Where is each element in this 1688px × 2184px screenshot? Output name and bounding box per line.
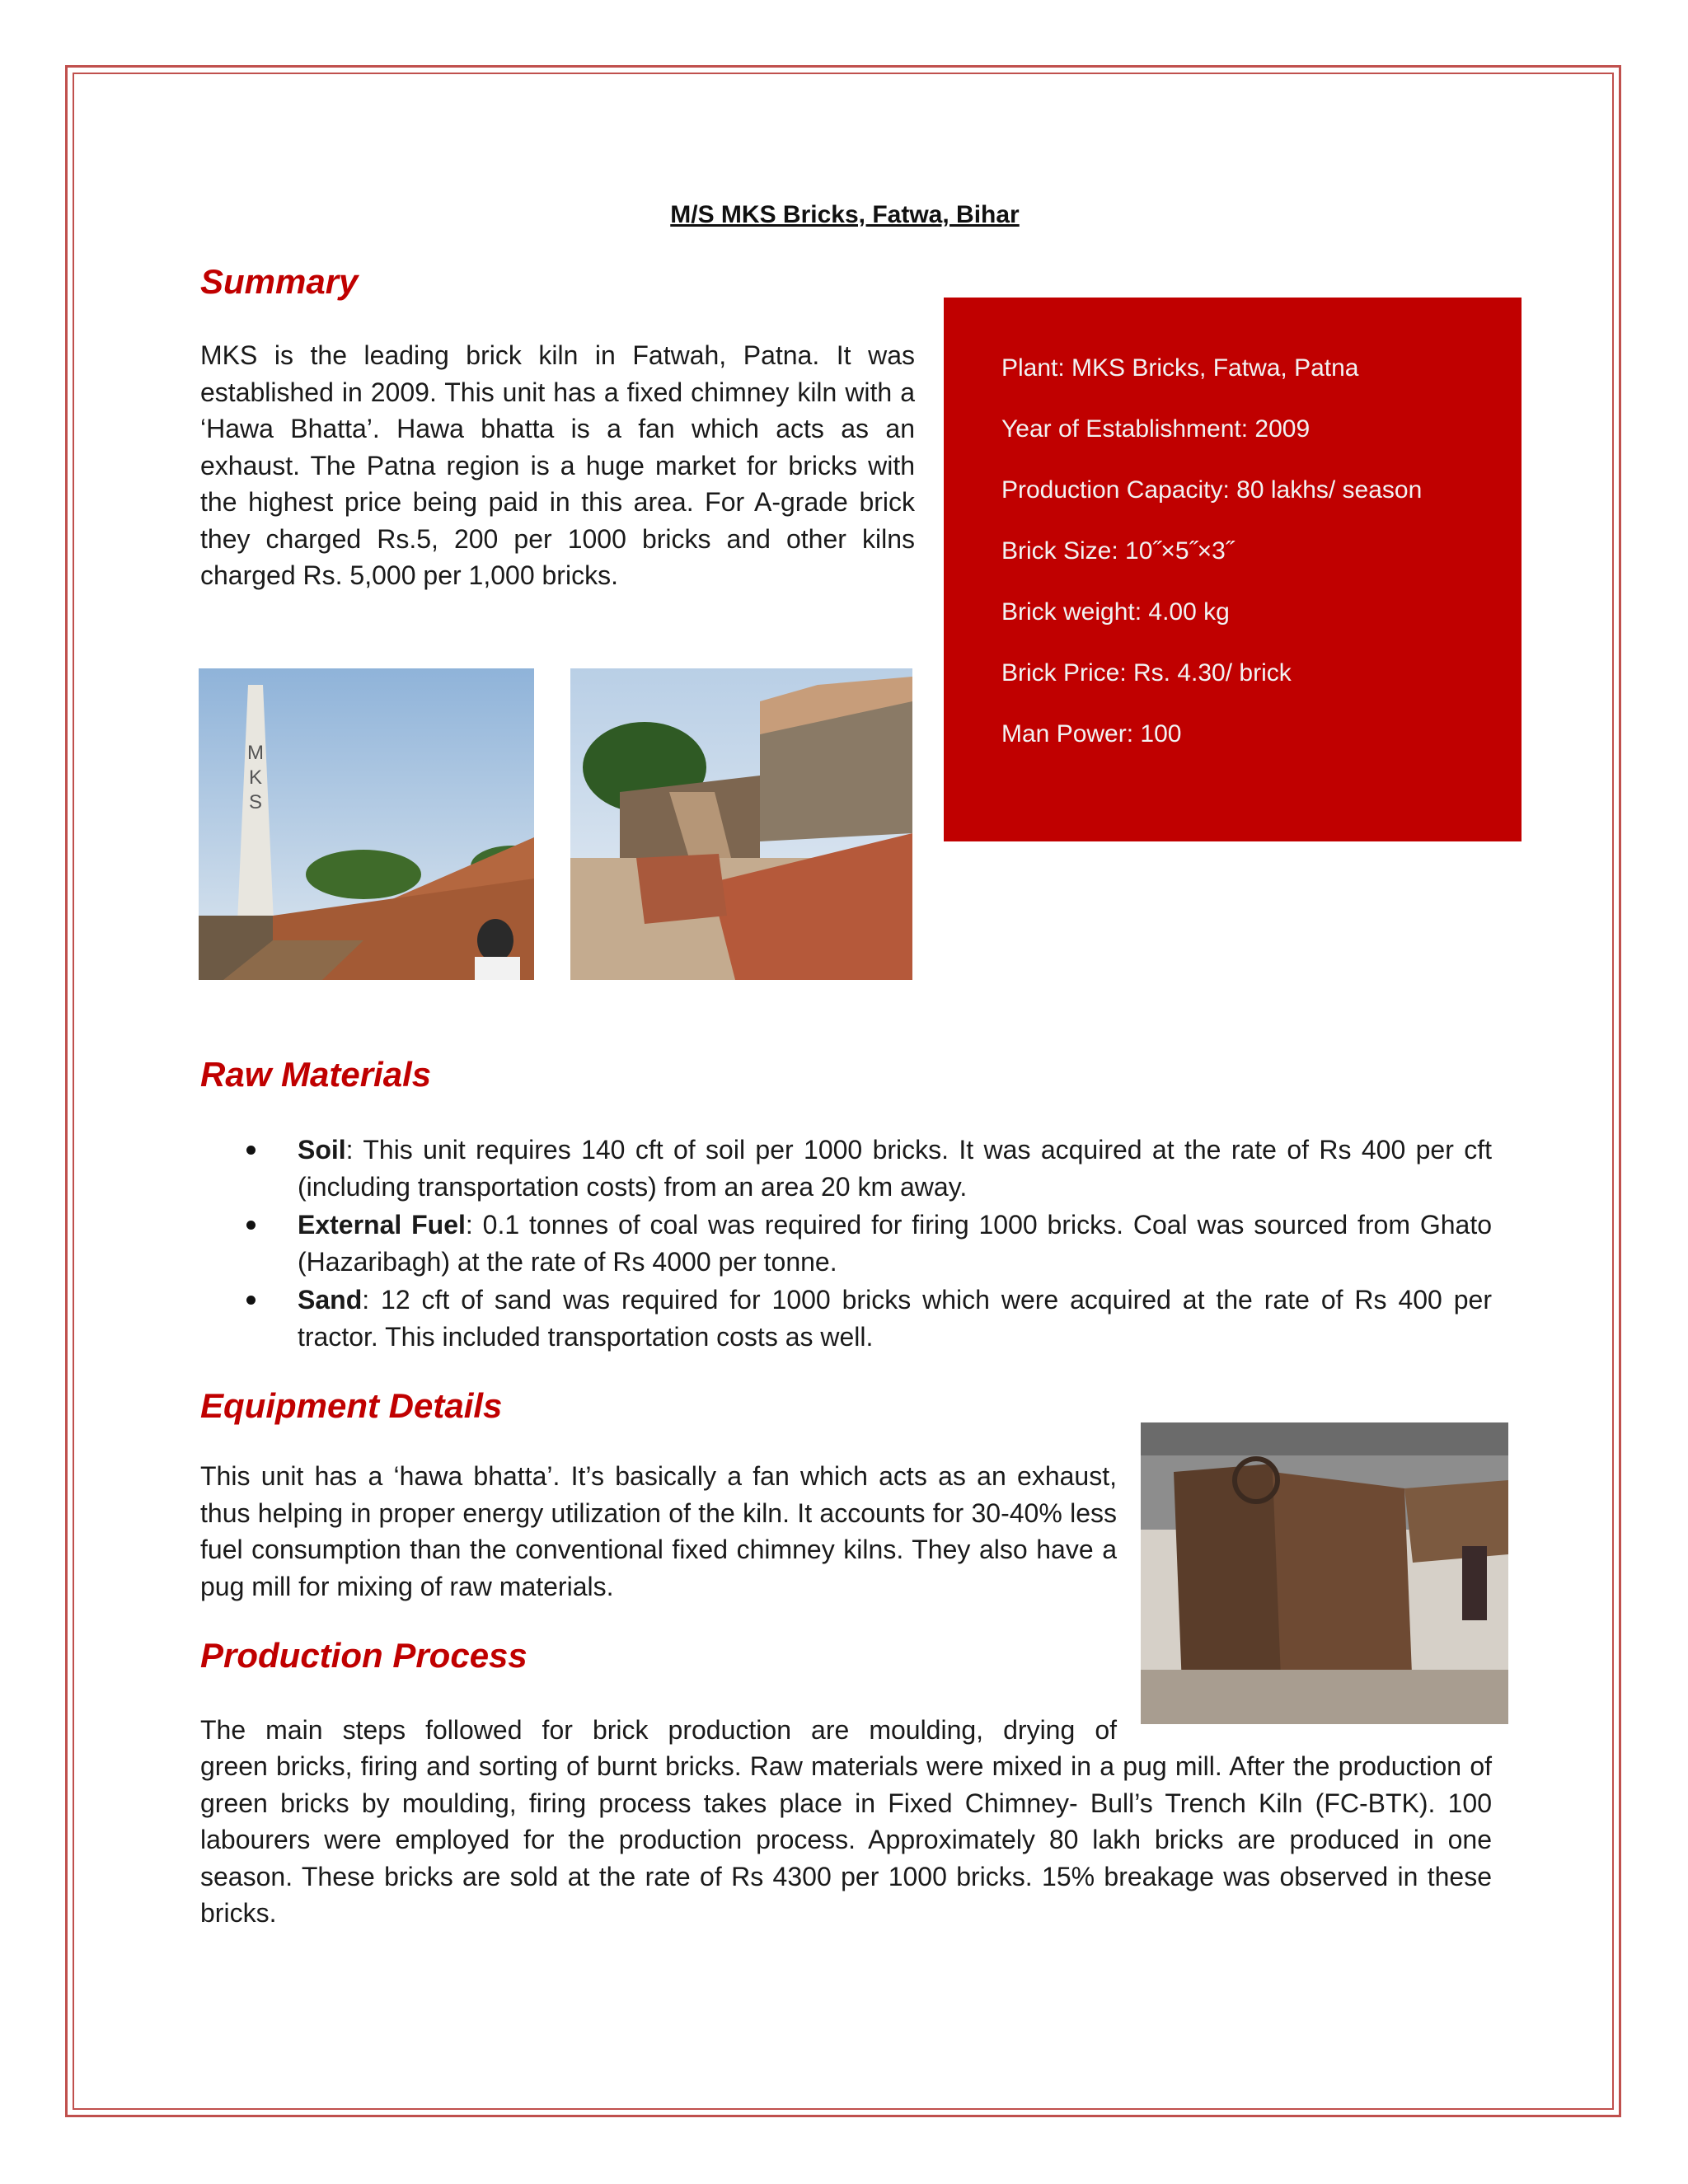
raw-materials-heading: Raw Materials: [200, 1055, 432, 1094]
list-item: [200, 1132, 1492, 1205]
bullet-icon: [246, 1221, 256, 1230]
production-heading: Production Process: [200, 1636, 528, 1675]
item-text: : 12 cft of sand was required for 1000 bricks which were acquired at the rate of Rs 400 per tractor. This included transportation costs as well.: [298, 1285, 1492, 1352]
chimney-letter: M: [247, 742, 264, 764]
chimney-photo: [199, 668, 534, 980]
bullet-icon: [246, 1146, 256, 1155]
item-term: Soil: [298, 1135, 346, 1165]
equipment-text: This unit has a ‘hawa bhatta’. It’s basically a fan which acts as an exhaust, thus helping in proper energy utilization of the kiln. It accounts for 30-40% less fuel consumption than the conventional fixed chimney kilns. They also have a pug mill for mixing of raw materials.: [200, 1461, 1117, 1601]
kiln-bricks-photo: [570, 668, 912, 980]
info-capacity: Production Capacity: 80 lakhs/ season: [1001, 476, 1423, 504]
raw-materials-list: [200, 1132, 1492, 1357]
list-item: [200, 1282, 1492, 1355]
info-man-power: Man Power: 100: [1001, 720, 1182, 748]
chimney-letter: S: [248, 791, 263, 813]
info-year: Year of Establishment: 2009: [1001, 415, 1311, 443]
document-title: M/S MKS Bricks, Fatwa, Bihar: [670, 201, 1020, 228]
item-term: External Fuel: [298, 1210, 466, 1240]
info-plant: Plant: MKS Bricks, Fatwa, Patna: [1001, 354, 1359, 382]
item-text: : This unit requires 140 cft of soil per 1000 bricks. It was acquired at the rate of Rs 400 per cft (including transportation costs) from an area 20 km away.: [298, 1135, 1492, 1202]
production-text: green bricks, firing and sorting of burnt bricks. Raw materials were mixed in a pug mill. After the production of green bricks by moulding, firing process takes place in Fixed Chimney- Bull’s Trench Kiln (FC-BTK). 100 labourers were employed for the production process. Approximately 80 lakh bricks are produced in one season. These bricks are sold at the rate of Rs 4300 per 1000 bricks. 15% breakage was observed in these bricks.: [200, 1751, 1492, 1928]
info-brick-weight: Brick weight: 4.00 kg: [1001, 598, 1230, 626]
info-brick-size: Brick Size: 10˝×5˝×3˝: [1001, 537, 1234, 565]
equipment-heading: Equipment Details: [200, 1386, 503, 1425]
summary-text: MKS is the leading brick kiln in Fatwah, Patna. It was established in 2009. This unit has a fixed chimney kiln with a ‘Hawa Bhatta’. Hawa bhatta is a fan which acts as an exhaust. The Patna region is a huge market for bricks with the highest price being paid in this area. For A-grade brick they charged Rs.5, 200 per 1000 bricks and other kilns charged Rs. 5,000 per 1,000 bricks.: [200, 340, 915, 590]
production-text-line1: The main steps followed for brick production are moulding, drying of: [200, 1715, 1117, 1745]
list-item: [200, 1207, 1492, 1280]
plant-info-box: [944, 298, 1522, 841]
info-brick-price: Brick Price: Rs. 4.30/ brick: [1001, 659, 1292, 687]
pug-mill-photo: [1141, 1422, 1508, 1724]
summary-heading: Summary: [200, 262, 359, 301]
bullet-icon: [246, 1296, 256, 1305]
item-text: : 0.1 tonnes of coal was required for firing 1000 bricks. Coal was sourced from Ghato (Hazaribagh) at the rate of Rs 4000 per tonne.: [298, 1210, 1493, 1277]
chimney-letter: K: [248, 766, 263, 789]
item-term: Sand: [298, 1285, 363, 1315]
